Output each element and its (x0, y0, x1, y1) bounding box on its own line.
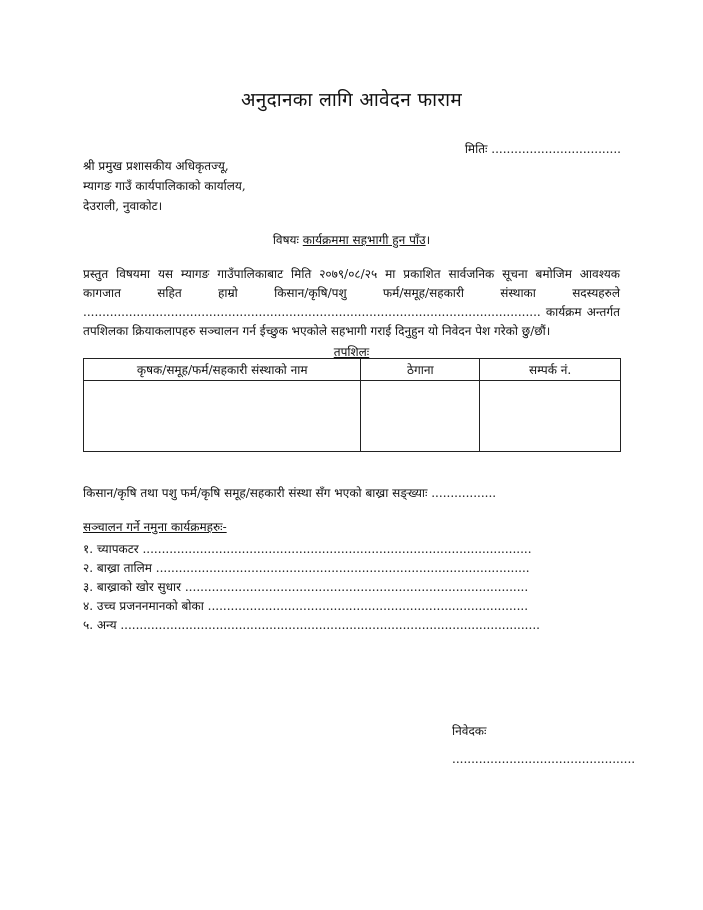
programs-heading: सञ्चालन गर्ने नमुना कार्यक्रमहरुः- (83, 520, 227, 534)
program-item: १. च्यापकटर ...................................................................................................... (83, 542, 532, 556)
subject-text: कार्यक्रममा सहभागी हुन पाँउ (302, 233, 426, 247)
recipient-line-1: श्री प्रमुख प्रशासकीय अधिकृतज्यू, (83, 159, 229, 173)
form-title: अनुदानका लागि आवेदन फाराम (240, 89, 462, 111)
subject-label: विषयः (272, 233, 299, 247)
program-item: ४. उच्च प्रजननमानको बोका .................................................................................... (83, 599, 529, 613)
subject-end: । (425, 233, 431, 247)
table-cell-address[interactable] (361, 381, 480, 452)
goat-count-line: किसान/कृषि तथा पशु फर्म/कृषि समूह/सहकारी संस्था सँग भएको बाख्रा सङ्ख्याः ................. (83, 486, 497, 500)
table-row (84, 381, 621, 452)
signature-line[interactable]: ................................................ (452, 752, 636, 766)
program-item: ५. अन्य .............................................................................................................. (83, 618, 540, 632)
recipient-line-3: देउराली, नुवाकोट। (83, 199, 163, 213)
body-line-2: कागजात सहित हाम्रो किसान/कृषि/पशु फर्म/समूह/सहकारी संस्थाका सदस्यहरुले (83, 286, 620, 300)
recipient-line-2: म्यागङ गाउँ कार्यपालिकाको कार्यालय, (83, 179, 246, 193)
column-header-contact: सम्पर्क नं. (480, 359, 621, 381)
details-table (83, 358, 621, 452)
subject-line (0, 231, 703, 248)
body-paragraph (83, 265, 620, 341)
column-header-address: ठेगाना (361, 359, 480, 381)
program-item: ३. बाख्राको खोर सुधार .......................................................................................... (83, 580, 529, 594)
table-header-row (84, 359, 621, 381)
table-cell-contact[interactable] (480, 381, 621, 452)
program-item: २. बाख्रा तालिम .................................................................................................. (83, 561, 530, 575)
body-line-3: ........................................................................................................................ कार्यक्रम अन्तर्गत (83, 305, 620, 319)
body-line-4: तपशिलका क्रियाकलापहरु सञ्चालन गर्न ईच्छुक भएकोले सहभागी गराई दिनुहुन यो निवेदन पेश गरेको छु/छौं। (83, 324, 551, 338)
date-field: मितिः .................................. (464, 142, 621, 156)
table-cell-name[interactable] (84, 381, 361, 452)
table-title-text: तपशिलः (333, 345, 370, 359)
applicant-label: निवेदकः (452, 724, 487, 738)
column-header-name: कृषक/समूह/फर्म/सहकारी संस्थाको नाम (84, 359, 361, 381)
body-line-1: प्रस्तुत विषयमा यस म्यागङ गाउँपालिकाबाट मिति २०७९/०८/२५ मा प्रकाशित सार्वजनिक सूचना बमोजिम आवश्यक (83, 267, 620, 281)
